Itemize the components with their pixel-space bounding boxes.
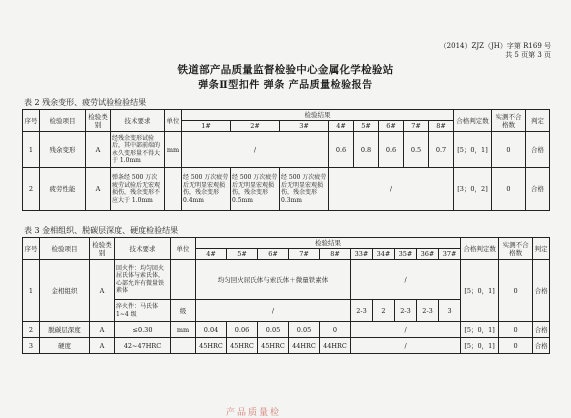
page-indicator: 共 5 页第 3 页 bbox=[505, 51, 551, 59]
t2-sample-header: 1# bbox=[182, 121, 231, 132]
table-row bbox=[23, 322, 550, 338]
row-qualified: [3；0，2] bbox=[454, 168, 492, 211]
t3-sample-header: 36# bbox=[417, 249, 439, 260]
t3-header-unit: 单位 bbox=[171, 238, 196, 260]
t2-header-actual: 实测不合格数 bbox=[492, 110, 526, 132]
t2-header-unit: 单位 bbox=[165, 110, 182, 132]
t2-header-requirement: 技术要求 bbox=[111, 110, 165, 132]
row-slash: / bbox=[351, 338, 461, 354]
t3-header-verdict: 判定 bbox=[533, 238, 550, 260]
row-slash: / bbox=[182, 132, 329, 168]
t3-sample-header: 6# bbox=[258, 249, 289, 260]
t3-sample-header: 35# bbox=[395, 249, 417, 260]
row-requirement: ≤0.30 bbox=[115, 322, 171, 338]
t2-header-seq: 序号 bbox=[23, 110, 40, 132]
table2-caption: 表 2 残余变形、疲劳试验检验结果 bbox=[24, 98, 147, 107]
t2-header-results: 检验结果 bbox=[182, 110, 454, 121]
t2-sample-header: 3# bbox=[280, 121, 329, 132]
t3-header-actual: 实测不合格数 bbox=[499, 238, 533, 260]
row-unit bbox=[165, 168, 182, 211]
row-slash: / bbox=[351, 260, 461, 300]
row-category: A bbox=[86, 132, 111, 168]
row-verdict: 合格 bbox=[526, 132, 550, 168]
t3-sample-header: 8# bbox=[320, 249, 351, 260]
t2-header-item: 检验项目 bbox=[40, 110, 86, 132]
row-value: 2 bbox=[373, 300, 395, 322]
row-result-text: 经 500 万次疲劳后无明显宏观损伤，残余变形 0.5mm bbox=[231, 168, 280, 211]
row-verdict: 合格 bbox=[533, 338, 550, 354]
t3-header-item: 检验项目 bbox=[40, 238, 90, 260]
t2-sample-header: 6# bbox=[379, 121, 404, 132]
row-item: 残余变形 bbox=[40, 132, 86, 168]
row-verdict: 合格 bbox=[526, 168, 550, 211]
t3-sample-header: 7# bbox=[289, 249, 320, 260]
report-reference bbox=[440, 42, 551, 60]
t2-sample-header: 7# bbox=[404, 121, 429, 132]
row-requirement: 弹条经 500 万次疲劳试验后无宏观损伤，残余变形不应大于 1.0mm bbox=[111, 168, 165, 211]
row-category: A bbox=[86, 168, 111, 211]
t2-header-category: 检验类别 bbox=[86, 110, 111, 132]
row-value: 0.8 bbox=[354, 132, 379, 168]
t2-sample-header: 8# bbox=[429, 121, 454, 132]
row-item: 硬度 bbox=[40, 338, 90, 354]
row-value: 0.5 bbox=[404, 132, 429, 168]
row-value: 0.06 bbox=[227, 322, 258, 338]
row-value: 2-3 bbox=[417, 300, 439, 322]
row-value: 44HRC bbox=[289, 338, 320, 354]
row-value: 44HRC bbox=[320, 338, 351, 354]
row-category: A bbox=[90, 322, 115, 338]
row-value: 45HRC bbox=[196, 338, 227, 354]
row-result-text: 经 500 万次疲劳后无明显宏观损伤，残余变形 0.3mm bbox=[280, 168, 329, 211]
row-seq: 1 bbox=[23, 132, 40, 168]
t3-header-seq: 序号 bbox=[23, 238, 40, 260]
t2-sample-header: 2# bbox=[231, 121, 280, 132]
row-value: 0.6 bbox=[329, 132, 354, 168]
row-value: 0.05 bbox=[258, 322, 289, 338]
row-value: 45HRC bbox=[227, 338, 258, 354]
official-stamp: 产品质量检 bbox=[226, 408, 282, 418]
t3-header-qualified: 合格判定数 bbox=[461, 238, 499, 260]
row-unit: mm bbox=[165, 132, 182, 168]
t3-header-category: 检验类别 bbox=[90, 238, 115, 260]
t3-sample-header: 4# bbox=[196, 249, 227, 260]
row-unit bbox=[171, 260, 196, 300]
t3-header-requirement: 技术要求 bbox=[115, 238, 171, 260]
t3-header-results: 检验结果 bbox=[196, 238, 461, 249]
row-requirement: 经残余变形试验后，其中部前端的永久变形量不得大于 1.0mm bbox=[111, 132, 165, 168]
row-actual: 0 bbox=[499, 338, 533, 354]
report-number: （2014）ZJZ（JH）字第 R169 号 bbox=[439, 42, 551, 50]
t3-sample-header: 33# bbox=[351, 249, 373, 260]
row-requirement: 淬火件：马氏体 1~4 级 bbox=[115, 300, 171, 322]
report-title: 铁道部产品质量监督检验中心金属化学检验站 bbox=[177, 64, 394, 76]
row-item: 疲劳性能 bbox=[40, 168, 86, 211]
t3-sample-header: 34# bbox=[373, 249, 395, 260]
row-value: 2-3 bbox=[351, 300, 373, 322]
table2 bbox=[22, 109, 550, 211]
report-subtitle: 弹条Ⅱ型扣件 弹条 产品质量检验报告 bbox=[198, 80, 373, 91]
row-slash: / bbox=[329, 168, 454, 211]
row-value: 0.7 bbox=[429, 132, 454, 168]
table-row bbox=[23, 260, 550, 300]
row-actual: 0 bbox=[492, 168, 526, 211]
row-requirement: 回火件：均匀回火屈氏体与索氏体，心部允许有微量铁素体 bbox=[115, 260, 171, 300]
row-actual: 0 bbox=[492, 132, 526, 168]
row-result-text: 经 500 万次疲劳后无明显宏观损伤，残余变形 0.4mm bbox=[182, 168, 231, 211]
t2-header-verdict: 判定 bbox=[526, 110, 550, 132]
row-qualified: [5；0，1] bbox=[461, 338, 499, 354]
row-qualified: [5；0，1] bbox=[454, 132, 492, 168]
row-value: 2-3 bbox=[395, 300, 417, 322]
row-category: A bbox=[90, 338, 115, 354]
row-value: 0.05 bbox=[289, 322, 320, 338]
t3-sample-header: 5# bbox=[227, 249, 258, 260]
row-seq: 3 bbox=[23, 338, 40, 354]
row-unit: 级 bbox=[171, 300, 196, 322]
row-value: 0.6 bbox=[379, 132, 404, 168]
row-qualified: [5；0，1] bbox=[461, 322, 499, 338]
table3-caption: 表 3 金相组织、脱碳层深度、硬度检验结果 bbox=[24, 226, 179, 235]
row-unit bbox=[171, 338, 196, 354]
table3 bbox=[22, 237, 550, 354]
row-category: A bbox=[90, 260, 115, 322]
row-qualified: [5；0，1] bbox=[461, 260, 499, 322]
row-unit: mm bbox=[171, 322, 196, 338]
row-verdict: 合格 bbox=[533, 260, 550, 322]
row-actual: 0 bbox=[499, 260, 533, 322]
table-row bbox=[23, 338, 550, 354]
row-value: 0.04 bbox=[196, 322, 227, 338]
t3-sample-header: 37# bbox=[439, 249, 461, 260]
row-item: 脱碳层深度 bbox=[40, 322, 90, 338]
row-seq: 1 bbox=[23, 260, 40, 322]
table-row bbox=[23, 132, 550, 168]
row-value: 45HRC bbox=[258, 338, 289, 354]
row-verdict: 合格 bbox=[533, 322, 550, 338]
row-seq: 2 bbox=[23, 168, 40, 211]
row-slash: / bbox=[351, 322, 461, 338]
row-value: 0 bbox=[320, 322, 351, 338]
row-actual: 0 bbox=[499, 322, 533, 338]
t2-sample-header: 4# bbox=[329, 121, 354, 132]
row-slash: / bbox=[196, 300, 351, 322]
row-result-text: 均匀回火屈氏体与索氏体＋微量铁素体 bbox=[196, 260, 351, 300]
row-item: 金相组织 bbox=[40, 260, 90, 322]
t2-sample-header: 5# bbox=[354, 121, 379, 132]
table-row bbox=[23, 168, 550, 211]
row-requirement: 42~47HRC bbox=[115, 338, 171, 354]
row-value: 3 bbox=[439, 300, 461, 322]
row-seq: 2 bbox=[23, 322, 40, 338]
t2-header-qualified: 合格判定数 bbox=[454, 110, 492, 132]
